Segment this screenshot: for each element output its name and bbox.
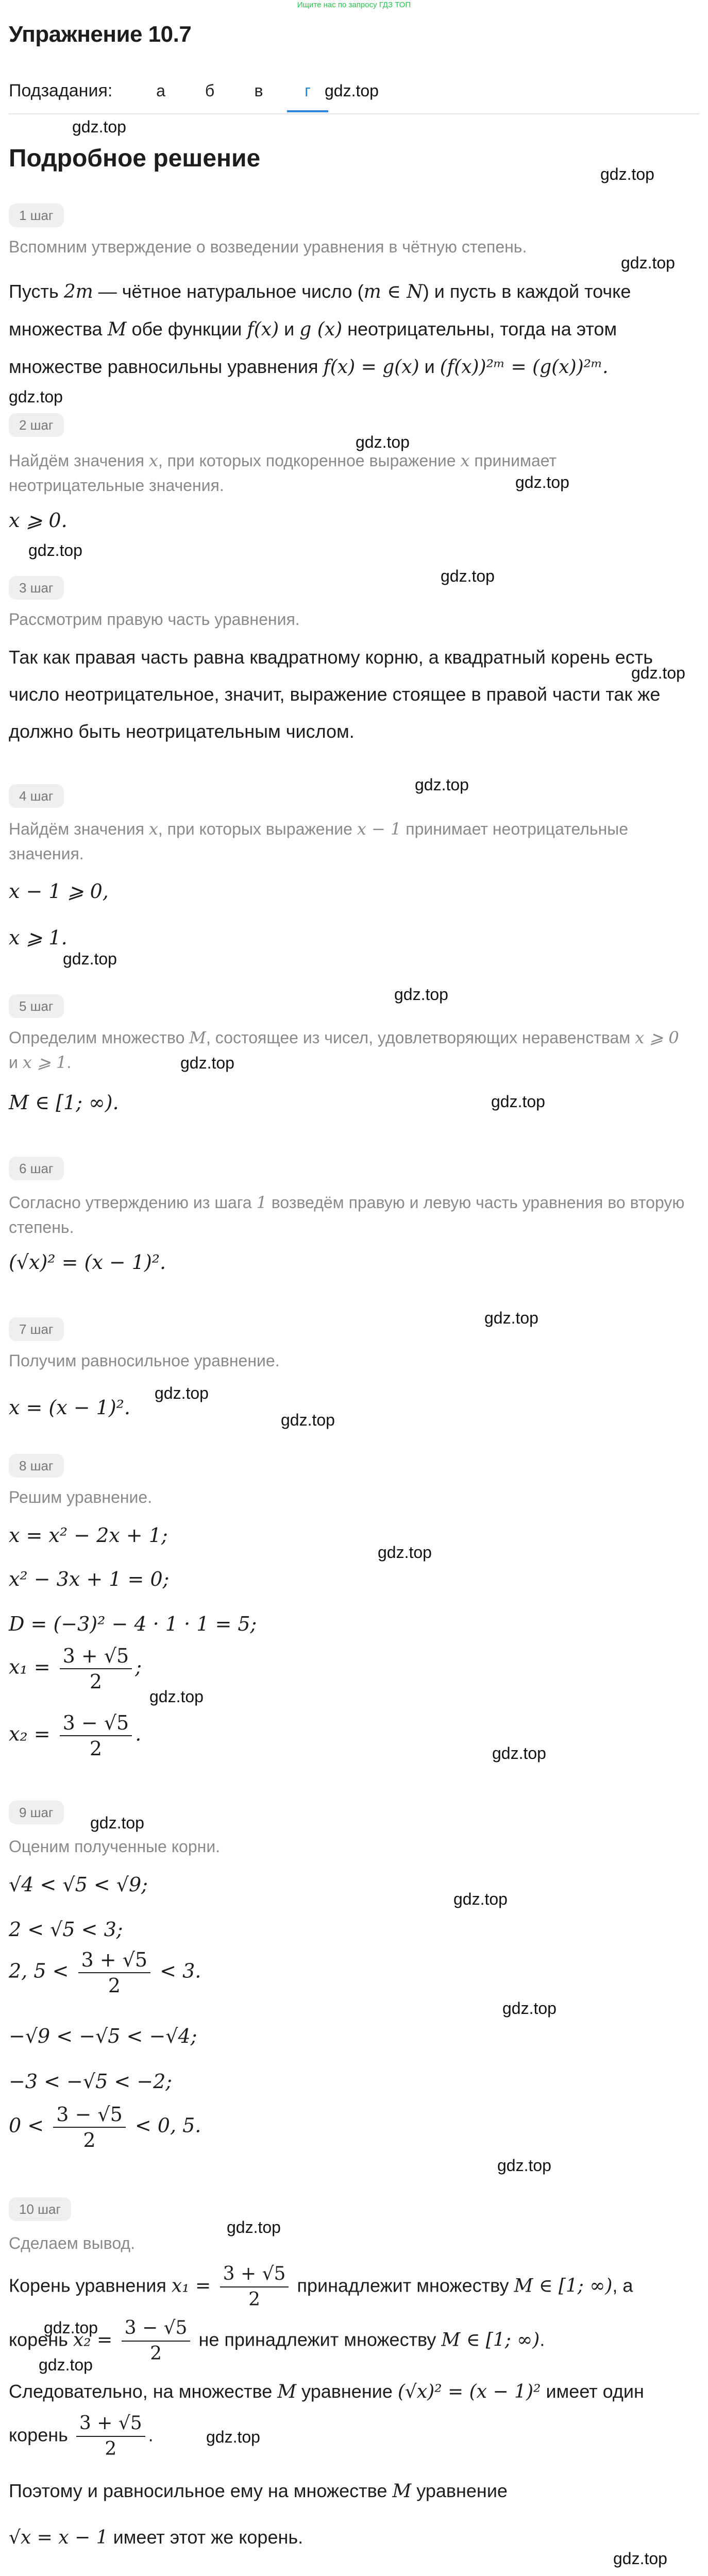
watermark: gdz.top	[149, 1687, 204, 1706]
tab-a[interactable]: а	[156, 81, 165, 100]
step-hint: Найдём значения x, при которых выражение x − 1 принимает неотрицательные значения.	[9, 819, 629, 863]
watermark: gdz.top	[453, 1890, 508, 1908]
conclusion-line: Поэтому и равносильное ему на множестве M уравнение	[9, 2480, 508, 2502]
math-line: x ⩾ 0.	[9, 509, 68, 532]
math-line: D = (−3)² − 4 · 1 · 1 = 5;	[9, 1613, 257, 1635]
step-badge: 3 шаг	[9, 576, 64, 600]
watermark: gdz.top	[356, 433, 410, 451]
watermark: gdz.top	[206, 2428, 260, 2446]
step-text: Пусть 2m — чётное натуральное число (m ∈ N) и пусть в каждой точке множества M обе функции f(x) и g (x) неотрицательны, тогда на этом множестве равносильны уравнения f(x) = g(x) и (f(x))²ᵐ = (g(x))²ᵐ.	[9, 281, 631, 378]
watermark: gdz.top	[72, 117, 126, 136]
watermark: gdz.top	[515, 473, 569, 492]
watermark: gdz.top	[394, 985, 448, 1004]
step-badge: 2 шаг	[9, 413, 64, 437]
step-hint: Получим равносильное уравнение.	[9, 1351, 280, 1370]
watermark: gdz.top	[621, 253, 675, 272]
subtasks-label: Подзадания:	[9, 81, 113, 100]
tab-g[interactable]: г	[305, 81, 311, 100]
search-hint[interactable]: Ищите нас по запросу ГДЗ ТОП	[297, 1, 411, 9]
watermark: gdz.top	[502, 1999, 557, 2018]
watermark: gdz.top	[180, 1054, 234, 1072]
math-line: x ⩾ 1.	[9, 926, 68, 949]
watermark: gdz.top	[441, 567, 495, 585]
watermark: gdz.top	[415, 775, 469, 794]
watermark: gdz.top	[491, 1092, 545, 1111]
math-line: 2 < √5 < 3;	[9, 1918, 123, 1941]
step-badge: 7 шаг	[9, 1317, 64, 1341]
fraction: $\frac{3 + √5}{2}$	[220, 2262, 289, 2312]
math-line: x₂ = $\frac{3 - √5}{2}$ .	[9, 1711, 142, 1760]
conclusion-line: корень x₂ = $\frac{3 - √5}{2}$ не принадлежит множеству M ∈ [1; ∞).	[9, 2316, 545, 2366]
step-badge: 10 шаг	[9, 2197, 71, 2221]
fraction: $\frac{3 + √5}{2}$	[78, 1947, 151, 1998]
active-tab-underline	[287, 110, 328, 112]
watermark: gdz.top	[63, 950, 117, 968]
math-line: 2, 5 < $\frac{3 + √5}{2}$ < 3.	[9, 1948, 201, 1997]
watermark: gdz.top	[631, 664, 685, 682]
math-line: x = (x − 1)².	[9, 1396, 130, 1419]
step-hint: Решим уравнение.	[9, 1488, 153, 1506]
watermark: gdz.top	[484, 1309, 538, 1327]
divider	[9, 113, 699, 114]
fraction: $\frac{3 - √5}{2}$	[60, 1710, 132, 1761]
watermark: gdz.top	[497, 2156, 551, 2175]
step-hint: Найдём значения x, при которых подкоренное выражение x принимает неотрицательные значения.	[9, 451, 557, 495]
watermark: gdz.top	[90, 1814, 144, 1832]
watermark: gdz.top	[325, 81, 379, 100]
watermark: gdz.top	[600, 165, 654, 183]
step-badge: 5 шаг	[9, 994, 64, 1018]
step-hint: Вспомним утверждение о возведении уравнения в чётную степень.	[9, 238, 527, 256]
step-badge: 6 шаг	[9, 1157, 64, 1180]
tab-b[interactable]: б	[205, 81, 215, 100]
step-badge: 8 шаг	[9, 1454, 64, 1478]
fraction: $\frac{3 + √5}{2}$	[60, 1643, 132, 1694]
step-text: Так как правая часть равна квадратному корню, а квадратный корень есть число неотрицательное, значит, выражение стоящее в правой части так же должно быть неотрицательным числом.	[9, 647, 661, 742]
math-line: −3 < −√5 < −2;	[9, 2070, 173, 2093]
conclusion-line: √x = x − 1 имеет этот же корень.	[9, 2527, 304, 2548]
math-line: x₁ = $\frac{3 + √5}{2}$ ;	[9, 1645, 142, 1693]
watermark: gdz.top	[28, 541, 82, 560]
math-line: (√x)² = (x − 1)².	[9, 1251, 166, 1274]
tab-v[interactable]: в	[254, 81, 263, 100]
page-title: Упражнение 10.7	[9, 22, 192, 47]
watermark: gdz.top	[492, 1744, 546, 1762]
watermark: gdz.top	[281, 1411, 335, 1429]
math-line: M ∈ [1; ∞).	[9, 1091, 119, 1114]
conclusion-line: Корень уравнения x₁ = $\frac{3 + √5}{2}$ принадлежит множеству M ∈ [1; ∞), а	[9, 2262, 633, 2312]
step-badge: 9 шаг	[9, 1801, 64, 1824]
watermark: gdz.top	[227, 2218, 281, 2236]
watermark: gdz.top	[9, 387, 63, 406]
step-hint: Согласно утверждению из шага 1 возведём правую и левую часть уравнения во вторую степень.	[9, 1193, 685, 1236]
math-line: 0 < $\frac{3 - √5}{2}$ < 0, 5.	[9, 2103, 201, 2151]
fraction: $\frac{3 - √5}{2}$	[122, 2316, 191, 2366]
step-hint: Оценим полученные корни.	[9, 1837, 221, 1856]
watermark: gdz.top	[155, 1384, 209, 1402]
section-title: Подробное решение	[9, 145, 261, 172]
watermark: gdz.top	[613, 2549, 667, 2568]
conclusion-line: Следовательно, на множестве M уравнение (√x)² = (x − 1)² имеет один	[9, 2381, 644, 2402]
math-line: x² − 3x + 1 = 0;	[9, 1568, 170, 1590]
fraction: $\frac{3 - √5}{2}$	[53, 2102, 126, 2153]
watermark: gdz.top	[378, 1543, 432, 1562]
step-hint: Определим множество M, состоящее из чисел, удовлетворяющих неравенствам x ⩾ 0 и x ⩾ 1.	[9, 1028, 679, 1072]
step-hint: Сделаем вывод.	[9, 2234, 135, 2252]
step-badge: 4 шаг	[9, 784, 64, 808]
math-line: −√9 < −√5 < −√4;	[9, 2025, 197, 2047]
conclusion-line: корень $\frac{3 + √5}{2}$ .	[9, 2411, 154, 2462]
watermark: gdz.top	[39, 2355, 93, 2374]
watermark: gdz.top	[44, 2318, 98, 2337]
math-line: x − 1 ⩾ 0,	[9, 880, 109, 903]
subtasks-nav	[9, 77, 699, 113]
fraction: $\frac{3 + √5}{2}$	[76, 2411, 145, 2462]
step-badge: 1 шаг	[9, 204, 64, 227]
math-line: x = x² − 2x + 1;	[9, 1524, 168, 1547]
math-line: √4 < √5 < √9;	[9, 1873, 148, 1896]
step-hint: Рассмотрим правую часть уравнения.	[9, 610, 300, 629]
